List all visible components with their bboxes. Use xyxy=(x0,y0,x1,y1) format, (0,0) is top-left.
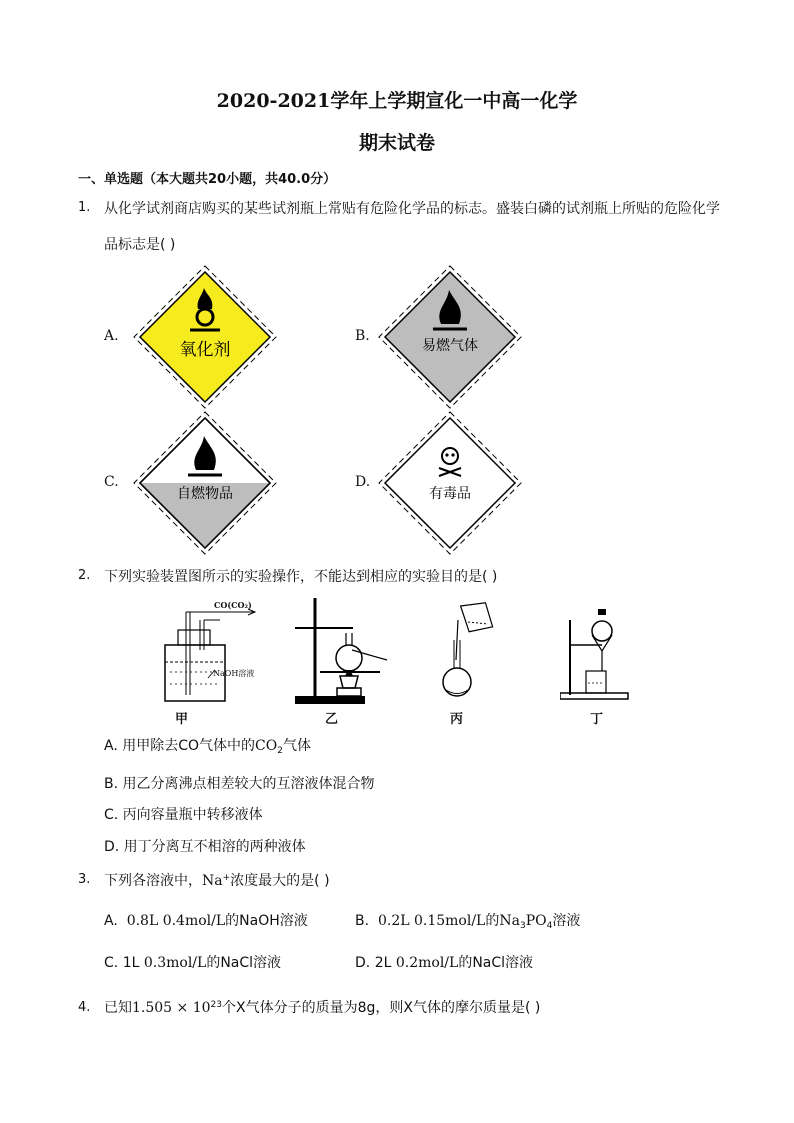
svg-text:有毒品: 有毒品 xyxy=(429,486,471,502)
jia-gas-label: CO(CO₂) xyxy=(214,600,252,610)
apparatus-yi-distillation xyxy=(295,598,390,706)
q1-option-a-letter: A. xyxy=(104,328,119,344)
apparatus-ding-separatory-funnel xyxy=(560,605,630,700)
q3-number: 3. xyxy=(78,872,91,887)
q1-number: 1. xyxy=(78,200,91,215)
apparatus-label-jia: 甲 xyxy=(175,712,189,727)
q2-number: 2. xyxy=(78,568,91,583)
q1-option-c-letter: C. xyxy=(104,474,119,490)
hazard-sign-spontaneous-combustion xyxy=(130,408,280,558)
hazard-sign-oxidizer xyxy=(130,262,280,412)
apparatus-label-ding: 丁 xyxy=(590,712,604,727)
svg-text:易燃气体: 易燃气体 xyxy=(422,338,478,354)
q2-text: 下列实验装置图所示的实验操作，不能达到相应的实验目的是( ) xyxy=(104,569,498,585)
q3-option-c: C. 1L 0.3mol/L的NaCl溶液 xyxy=(104,955,282,971)
q4-number: 4. xyxy=(78,1000,91,1015)
sign-text: 氧化剂 xyxy=(179,340,231,360)
hazard-sign-flammable-gas xyxy=(375,262,525,412)
section-header: 一、单选题（本大题共20小题，共40.0分） xyxy=(78,172,337,187)
apparatus-label-bing: 丙 xyxy=(450,712,464,727)
hazard-sign-toxic xyxy=(375,408,525,558)
q2-option-a: A. 用甲除去CO气体中的$CO_2$气体 xyxy=(104,738,311,756)
q3-option-a: A. 0.8L 0.4mol/L的NaOH溶液 xyxy=(104,913,308,929)
svg-text:自燃物品: 自燃物品 xyxy=(177,486,233,502)
apparatus-jia-gas-washing-bottle xyxy=(160,600,265,705)
jia-solution-label: NaOH溶液 xyxy=(213,669,255,678)
apparatus-bing-volumetric-flask xyxy=(438,600,500,700)
q3-text: 下列各溶液中，Na+浓度最大的是( ) xyxy=(104,873,330,889)
page-subtitle: 期末试卷 xyxy=(358,132,435,154)
q4-text: 已知$1.505 \times 10^{23}$个X气体分子的质量为8g，则X气体的摩尔质量是( ) xyxy=(104,1000,541,1016)
q3-option-b: B. 0.2L 0.15mol/L的$Na_3PO_4$溶液 xyxy=(355,913,581,931)
q1-option-d-letter: D. xyxy=(355,474,371,490)
q1-option-b-letter: B. xyxy=(355,328,370,344)
q1-text-line1: 从化学试剂商店购买的某些试剂瓶上常贴有危险化学品的标志。盛装白磷的试剂瓶上所贴的危险化学 xyxy=(104,201,720,217)
q2-option-d: D. 用丁分离互不相溶的两种液体 xyxy=(104,839,306,855)
q2-option-b: B. 用乙分离沸点相差较大的互溶液体混合物 xyxy=(104,776,375,792)
page-title: 2020-2021学年上学期宣化一中高一化学 xyxy=(216,90,578,112)
apparatus-label-yi: 乙 xyxy=(325,712,339,727)
q3-option-d: D. 2L 0.2mol/L的NaCl溶液 xyxy=(355,955,534,971)
q1-text-line2: 品标志是( ) xyxy=(104,237,176,253)
q2-option-c: C. 丙向容量瓶中转移液体 xyxy=(104,807,263,823)
